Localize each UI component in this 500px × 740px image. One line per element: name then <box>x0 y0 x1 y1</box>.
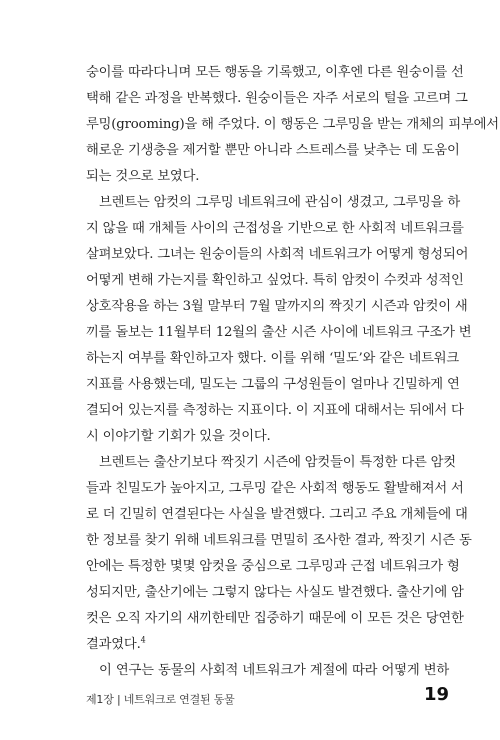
text-line: 성되지만, 출산기에는 그렇지 않다는 사실도 발견했다. 출산기에 암 <box>86 585 464 600</box>
paragraph-first-line: 브렌트는 암컷의 그루밍 네트워크에 관심이 생겼고, 그루밍을 하 <box>99 195 460 210</box>
text-line: 지 않을 때 개체들 사이의 근접성을 기반으로 한 사회적 네트워크를 <box>86 221 464 236</box>
text-line: 택해 같은 과정을 반복했다. 원숭이들은 자주 서로의 털을 고르며 그 <box>86 91 468 106</box>
text-line: 끼를 돌보는 11월부터 12월의 출산 시즌 사이에 네트워크 구조가 변 <box>86 325 472 340</box>
page-footer <box>86 683 449 713</box>
text-line: 들과 친밀도가 높아지고, 그루밍 같은 사회적 행동도 활발해져서 서 <box>86 481 464 496</box>
text-line: 되는 것으로 보였다. <box>86 169 200 184</box>
text-line: 지표를 사용했는데, 밀도는 그룹의 구성원들이 얼마나 긴밀하게 연 <box>86 377 460 392</box>
body-text <box>86 60 499 684</box>
text-line-with-footnote <box>86 632 449 658</box>
page-number: 19 <box>423 684 449 705</box>
text-line: 한 정보를 찾기 위해 네트워크를 면밀히 조사한 결과, 짝짓기 시즌 동 <box>86 533 472 548</box>
text-line: 상호작용을 하는 3월 말부터 7월 말까지의 짝짓기 시즌과 암컷이 새 <box>86 299 468 314</box>
text-line: 하는지 여부를 확인하고자 했다. 이를 위해 ‘밀도’와 같은 네트워크 <box>86 351 460 366</box>
text-line: 결과였다. <box>86 637 141 652</box>
footnote-marker: 4 <box>140 635 146 645</box>
text-line: 루밍(grooming)을 해 주었다. 이 행동은 그루밍을 받는 개체의 피부에서 <box>86 117 499 132</box>
chapter-label: 제1장 | 네트워크로 연결된 동물 <box>86 693 235 706</box>
text-line: 살펴보았다. 그녀는 원숭이들의 사회적 네트워크가 어떻게 형성되어 <box>86 247 469 262</box>
text-line: 숭이를 따라다니며 모든 행동을 기록했고, 이후엔 다른 원숭이를 선 <box>86 65 464 80</box>
paragraph-first-line: 이 연구는 동물의 사회적 네트워크가 계절에 따라 어떻게 변하 <box>99 663 449 678</box>
paragraph-first-line: 브렌트는 출산기보다 짝짓기 시즌에 암컷들이 특정한 다른 암컷 <box>99 455 456 470</box>
text-line: 로 더 긴밀히 연결된다는 사실을 발견했다. 그리고 주요 개체들에 대 <box>86 507 468 522</box>
text-line: 결되어 있는지를 측정하는 지표이다. 이 지표에 대해서는 뒤에서 다 <box>86 403 464 418</box>
text-line: 컷은 오직 자기의 새끼한테만 집중하기 때문에 이 모든 것은 당연한 <box>86 611 464 626</box>
text-line: 어떻게 변해 가는지를 확인하고 싶었다. 특히 암컷이 수컷과 성적인 <box>86 273 464 288</box>
text-line: 해로운 기생충을 제거할 뿐만 아니라 스트레스를 낮추는 데 도움이 <box>86 143 460 158</box>
text-line: 시 이야기할 기회가 있을 것이다. <box>86 429 271 444</box>
text-line: 안에는 특정한 몇몇 암컷을 중심으로 그루밍과 근접 네트워크가 형 <box>86 559 460 574</box>
